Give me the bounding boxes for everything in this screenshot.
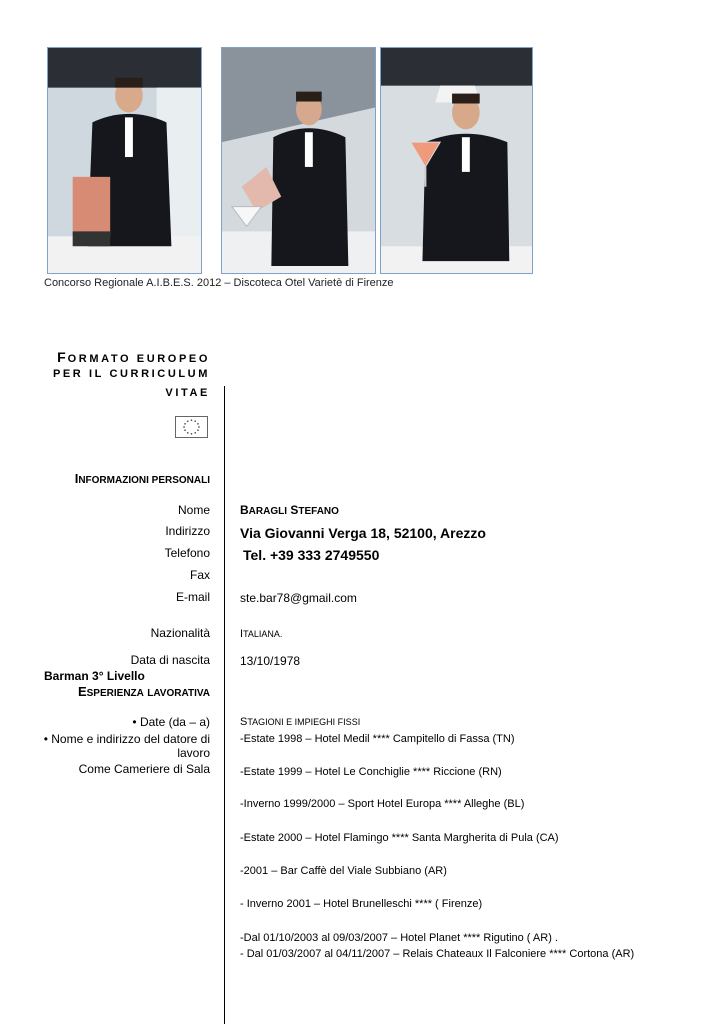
section-personal-rest: NFORMAZIONI PERSONALI	[78, 475, 210, 486]
cv-title-initial: F	[57, 349, 68, 365]
label-phone: Telefono	[164, 546, 210, 560]
eu-flag-icon	[175, 416, 208, 438]
label-address: Indirizzo	[165, 524, 210, 538]
section-work-initial: E	[77, 684, 87, 699]
value-nationality-initial: I	[240, 628, 244, 640]
experience-entry: -Inverno 1999/2000 – Sport Hotel Europa **** Alleghe (BL)	[240, 798, 525, 810]
experience-entry: -Estate 2000 – Hotel Flamingo **** Santa Margherita di Pula (CA)	[240, 832, 559, 844]
section-work-rest-1: SPERIENZA	[86, 688, 144, 699]
cv-title-rest: ORMATO EUROPEO	[67, 353, 210, 365]
experience-heading-initial: S	[240, 716, 248, 728]
experience-heading	[240, 716, 360, 728]
experience-entry: -2001 – Bar Caffè del Viale Subbiano (AR)	[240, 865, 447, 877]
label-birth-date: Data di nascita	[130, 653, 210, 667]
experience-entry: -Estate 1998 – Hotel Medil **** Campitello di Fassa (TN)	[240, 733, 515, 745]
label-role: Come Cameriere di Sala	[78, 762, 210, 776]
value-address: Via Giovanni Verga 18, 52100, Arezzo	[240, 525, 486, 541]
value-name-rest-2: TEFANO	[298, 506, 339, 517]
experience-entry: -Estate 1999 – Hotel Le Conchiglie **** Riccione (RN)	[240, 766, 502, 778]
value-nationality-rest: TALIANA.	[243, 629, 283, 639]
cv-title-line3: VITAE	[165, 387, 210, 399]
label-employer: • Nome e indirizzo del datore di lavoro	[43, 732, 210, 760]
photo-barman-blender	[47, 47, 202, 274]
cv-title-line2: PER IL CURRICULUM	[52, 368, 210, 380]
section-work-experience	[78, 684, 210, 699]
section-work-rest-2: LAVORATIVA	[147, 688, 210, 699]
experience-entry: - Dal 01/03/2007 al 04/11/2007 – Relais Chateaux Il Falconiere **** Cortona (AR)	[240, 948, 635, 960]
label-email: E-mail	[175, 590, 210, 604]
value-nationality	[240, 628, 282, 640]
value-birth-date: 13/10/1978	[240, 654, 301, 668]
experience-heading-rest: TAGIONI E IMPIEGHI FISSI	[247, 717, 361, 727]
photo-barman-pouring	[221, 47, 376, 274]
experience-entry: -Dal 01/10/2003 al 09/03/2007 – Hotel Planet **** Rigutino ( AR) .	[240, 932, 558, 944]
column-divider	[224, 386, 225, 1024]
experience-entry: - Inverno 2001 – Hotel Brunelleschi **** ( Firenze)	[240, 898, 483, 910]
label-fax: Fax	[189, 568, 210, 582]
value-email[interactable]: ste.bar78@gmail.com	[240, 591, 357, 605]
label-name: Nome	[177, 503, 210, 517]
label-dates: • Date (da – a)	[132, 715, 210, 729]
section-personal-initial: I	[74, 471, 79, 486]
value-name-initial-1: B	[240, 503, 249, 517]
value-name	[240, 503, 339, 517]
value-name-rest-1: ARAGLI	[248, 506, 288, 517]
photos-caption: Concorso Regionale A.I.B.E.S. 2012 – Discoteca Otel Varietè di Firenze	[44, 277, 394, 289]
section-personal-info	[75, 471, 210, 486]
cv-title-line1	[57, 349, 210, 365]
value-phone: Tel. +39 333 2749550	[243, 547, 380, 563]
photo-barman-cocktail	[380, 47, 533, 274]
label-nationality: Nazionalità	[150, 626, 210, 640]
barman-level: Barman 3° Livello	[44, 669, 145, 683]
value-name-initial-2: S	[290, 503, 299, 517]
